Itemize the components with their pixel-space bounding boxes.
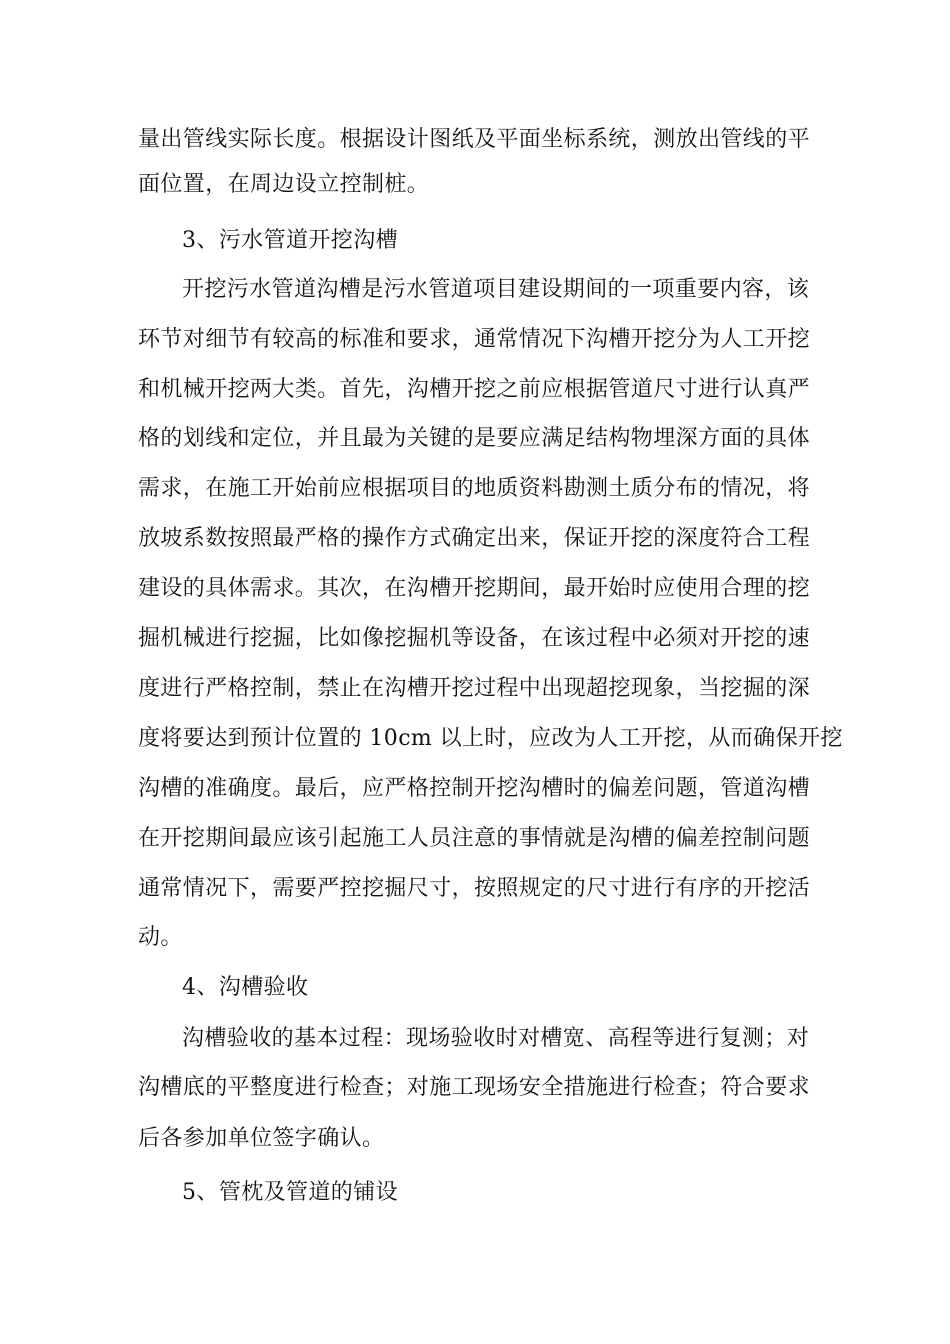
paragraph-line: 掘机械进行挖掘，比如像挖掘机等设备，在该过程中必须对开挖的速 bbox=[138, 626, 811, 651]
paragraph-line: 沟槽的准确度。最后，应严格控制开挖沟槽时的偏差问题，管道沟槽 bbox=[138, 776, 811, 801]
paragraph-line: 需求，在施工开始前应根据项目的地质资料勘测土质分布的情况，将 bbox=[138, 476, 811, 501]
paragraph-line: 开挖污水管道沟槽是污水管道项目建设期间的一项重要内容，该 bbox=[182, 277, 810, 302]
section-heading: 5、管枕及管道的铺设 bbox=[182, 1180, 398, 1205]
paragraph-line: 和机械开挖两大类。首先，沟槽开挖之前应根据管道尺寸进行认真严 bbox=[138, 377, 811, 402]
paragraph-line: 度进行严格控制，禁止在沟槽开挖过程中出现超挖现象，当挖掘的深 bbox=[138, 676, 811, 701]
section-heading: 4、沟槽验收 bbox=[182, 975, 309, 1000]
paragraph-line: 在开挖期间最应该引起施工人员注意的事情就是沟槽的偏差控制问题 bbox=[138, 826, 811, 851]
paragraph-line: 面位置，在周边设立控制桩。 bbox=[138, 172, 430, 197]
paragraph-line: 量出管线实际长度。根据设计图纸及平面坐标系统，测放出管线的平 bbox=[138, 127, 811, 152]
paragraph-line: 度将要达到预计位置的 10cm 以上时，应改为人工开挖，从而确保开挖 bbox=[138, 726, 843, 751]
paragraph-line: 动。 bbox=[138, 925, 183, 950]
paragraph-line: 放坡系数按照最严格的操作方式确定出来，保证开挖的深度符合工程 bbox=[138, 526, 811, 551]
paragraph-line: 环节对细节有较高的标准和要求，通常情况下沟槽开挖分为人工开挖 bbox=[138, 327, 811, 352]
paragraph-line: 格的划线和定位，并且最为关键的是要应满足结构物埋深方面的具体 bbox=[138, 426, 811, 451]
paragraph-line: 建设的具体需求。其次，在沟槽开挖期间，最开始时应使用合理的挖 bbox=[138, 576, 811, 601]
paragraph-line: 通常情况下，需要严控挖掘尺寸，按照规定的尺寸进行有序的开挖活 bbox=[138, 876, 811, 901]
paragraph-line: 后各参加单位签字确认。 bbox=[138, 1126, 385, 1151]
section-heading: 3、污水管道开挖沟槽 bbox=[182, 228, 398, 253]
paragraph-line: 沟槽验收的基本过程：现场验收时对槽宽、高程等进行复测；对 bbox=[182, 1026, 810, 1051]
paragraph-line: 沟槽底的平整度进行检查；对施工现场安全措施进行检查；符合要求 bbox=[138, 1075, 811, 1100]
